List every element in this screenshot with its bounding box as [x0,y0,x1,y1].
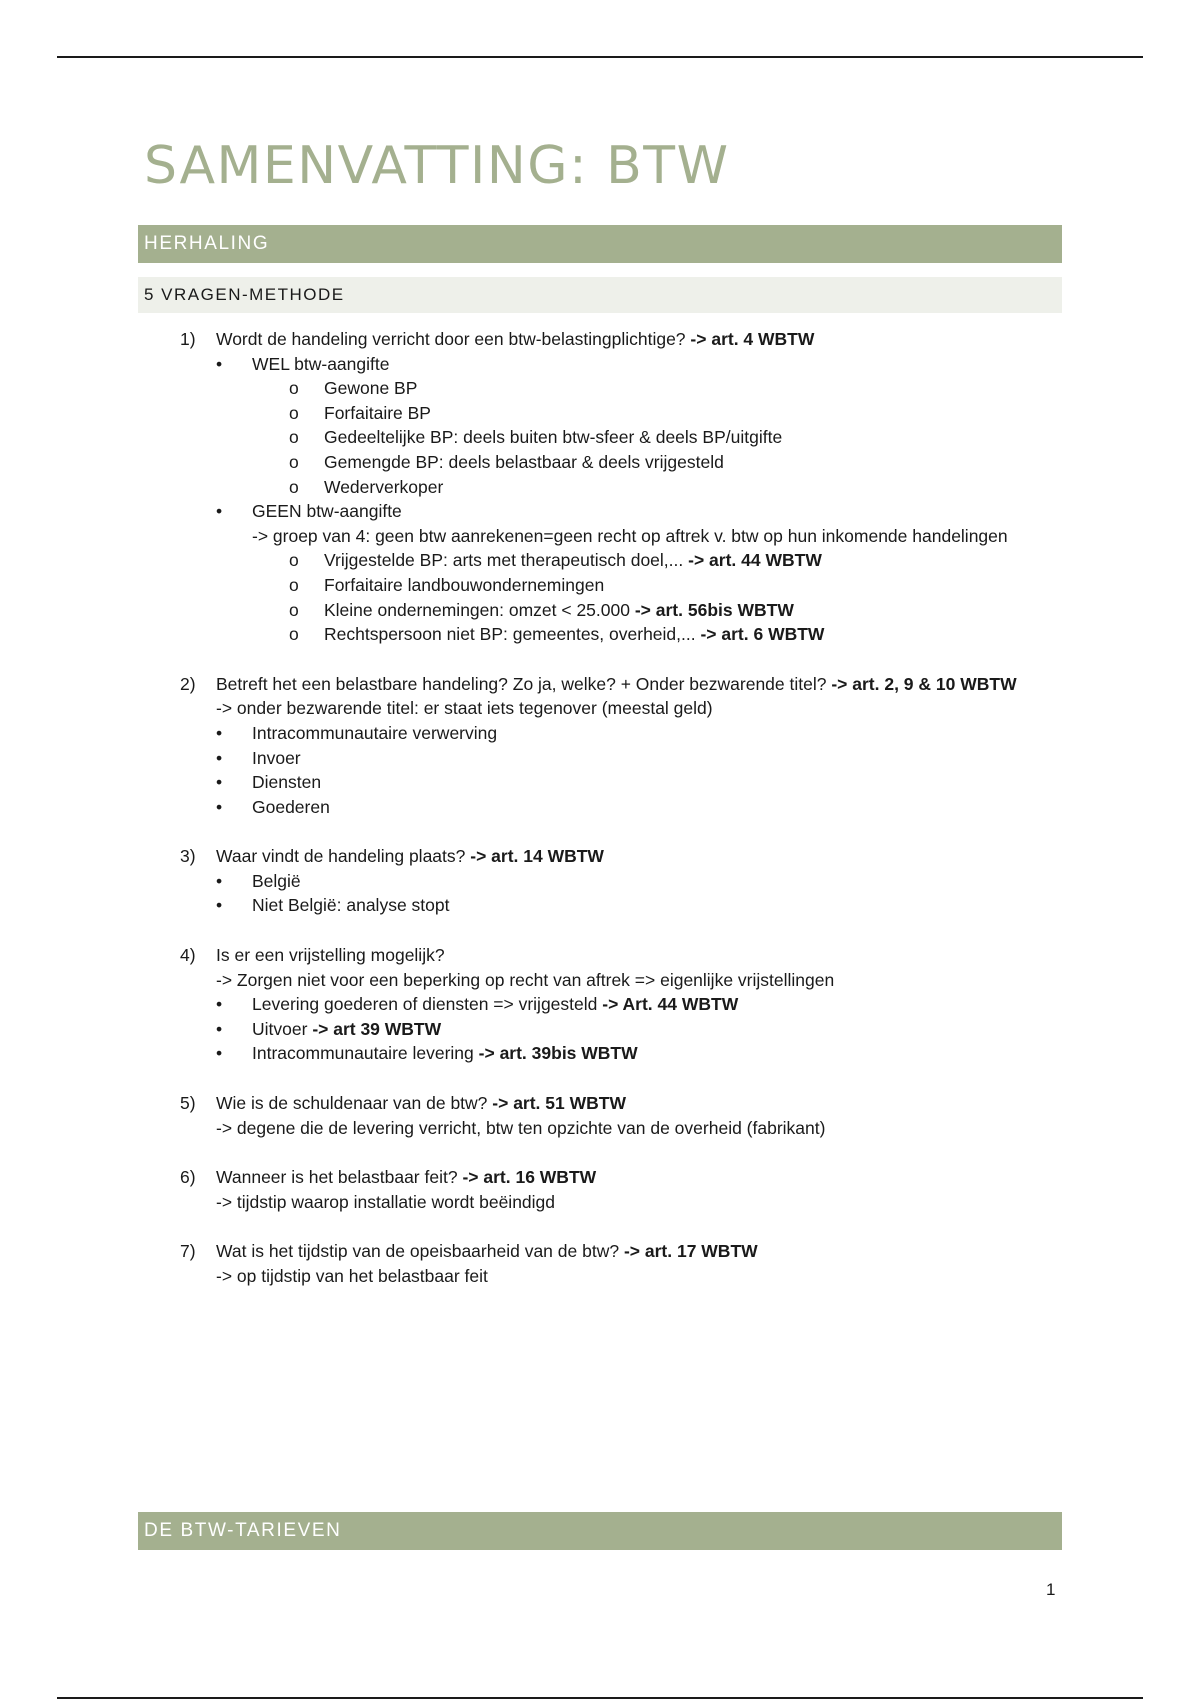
question-6 [0,1165,1200,1214]
question-5 [0,1091,1200,1140]
item-text: Goederen [252,796,330,817]
subsection-heading-vragen-methode: 5 VRAGEN-METHODE [138,277,1062,313]
note-text: -> tijdstip waarop installatie wordt beëindigd [216,1191,556,1212]
list-item [0,1041,1200,1066]
article-ref: -> art. 16 WBTW [462,1167,597,1188]
item-text: België [252,870,301,891]
bullet-icon: • [216,870,223,891]
question-number: 7) [180,1241,196,1262]
sub-bullet-icon: o [289,402,299,423]
list-item [0,598,1200,623]
list-item [0,499,1200,524]
item-text: Invoer [252,747,301,768]
question-text: Wordt de handeling verricht door een btw-belastingplichtige? [216,329,686,349]
sub-bullet-icon: o [289,427,299,448]
article-ref: -> art. 6 WBTW [700,624,825,645]
article-ref: -> art. 39bis WBTW [478,1043,638,1064]
list-item [0,746,1200,771]
list-item [0,992,1200,1017]
item-text: Intracommunautaire verwerving [252,722,498,743]
note-text: -> groep van 4: geen btw aanrekenen=geen recht op aftrek v. btw op hun inkomende handelingen [252,525,1008,546]
question-text: Wat is het tijdstip van de opeisbaarheid van de btw? [216,1241,620,1262]
note-text: -> onder bezwarende titel: er staat iets tegenover (meestal geld) [216,698,713,719]
bullet-icon: • [216,994,223,1015]
question-text: Wie is de schuldenaar van de btw? [216,1093,488,1114]
header-rule [57,56,1143,58]
sub-bullet-icon: o [289,550,299,571]
sub-bullet-icon: o [289,476,299,497]
question-text: Betreft het een belastbare handeling? Zo ja, welke? + Onder bezwarende titel? [216,673,827,694]
question-2 [0,672,1200,820]
list-item [0,401,1200,426]
item-text: Gemengde BP: deels belastbaar & deels vrijgesteld [324,451,724,472]
article-ref: -> art 39 WBTW [312,1018,442,1039]
article-ref: -> art. 4 WBTW [690,329,815,349]
sub-bullet-icon: o [289,574,299,595]
list-item [0,376,1200,401]
article-ref: -> art. 44 WBTW [688,550,822,571]
bullet-icon: • [216,1018,223,1039]
question-4 [0,943,1200,1066]
bullet-icon: • [216,722,223,743]
item-text: Diensten [252,772,322,793]
article-ref: -> art. 51 WBTW [492,1093,626,1114]
question-text: Waar vindt de handeling plaats? [216,846,466,867]
item-text: Kleine ondernemingen: omzet < 25.000 [324,599,630,620]
list-item [0,795,1200,820]
list-item [0,548,1200,573]
question-text: Wanneer is het belastbaar feit? [216,1167,458,1188]
footer-rule [57,1697,1143,1699]
question-number: 6) [180,1167,196,1188]
list-item [0,622,1200,647]
section-heading-btw-tarieven: DE BTW-TARIEVEN [138,1512,1062,1550]
question-text: Is er een vrijstelling mogelijk? [216,945,445,966]
question-number: 5) [180,1093,196,1114]
section-heading-herhaling: HERHALING [138,225,1062,263]
list-item [0,869,1200,894]
note-text: -> Zorgen niet voor een beperking op recht van aftrek => eigenlijke vrijstellingen [216,969,835,990]
question-number: 3) [180,846,196,867]
item-text: Forfaitaire landbouwondernemingen [324,574,605,595]
document-body [0,327,1200,1314]
item-text: Wederverkoper [324,476,444,497]
list-item [0,573,1200,598]
question-number: 1) [180,329,196,349]
question-number: 2) [180,673,196,694]
list-item [0,893,1200,918]
item-text: Vrijgestelde BP: arts met therapeutisch doel,... [324,550,684,571]
question-1 [0,327,1200,647]
list-item [0,721,1200,746]
question-number: 4) [180,945,196,966]
list-item [0,770,1200,795]
bullet-icon: • [216,1043,223,1064]
list-item [0,1017,1200,1042]
sub-bullet-icon: o [289,624,299,645]
item-text: Niet België: analyse stopt [252,895,450,916]
bullet-icon: • [216,353,223,374]
item-text: GEEN btw-aangifte [252,501,402,522]
list-item [0,450,1200,475]
item-text: Uitvoer [252,1018,308,1039]
note-text: -> op tijdstip van het belastbaar feit [216,1266,488,1286]
question-7 [0,1239,1200,1288]
article-ref: -> art. 2, 9 & 10 WBTW [831,673,1017,694]
list-item [0,475,1200,500]
sub-bullet-icon: o [289,451,299,472]
question-3 [0,844,1200,918]
sub-bullet-icon: o [289,599,299,620]
article-ref: -> art. 17 WBTW [623,1241,758,1262]
document-title: SAMENVATTING: BTW [144,136,730,196]
item-text: Gewone BP [324,378,418,399]
bullet-icon: • [216,796,223,817]
bullet-icon: • [216,747,223,768]
article-ref: -> Art. 44 WBTW [602,994,739,1015]
bullet-icon: • [216,772,223,793]
article-ref: -> art. 56bis WBTW [634,599,794,620]
article-ref: -> art. 14 WBTW [470,846,604,867]
item-text: WEL btw-aangifte [252,353,390,374]
note-text: -> degene die de levering verricht, btw ten opzichte van de overheid (fabrikant) [216,1117,826,1138]
item-text: Forfaitaire BP [324,402,431,423]
bullet-icon: • [216,895,223,916]
list-item [0,425,1200,450]
item-text: Intracommunautaire levering [252,1043,474,1064]
item-text: Levering goederen of diensten => vrijgesteld [252,994,598,1015]
page-number: 1 [1046,1580,1056,1599]
item-text: Gedeeltelijke BP: deels buiten btw-sfeer & deels BP/uitgifte [324,427,783,448]
bullet-icon: • [216,501,223,522]
list-item [0,352,1200,377]
item-text: Rechtspersoon niet BP: gemeentes, overheid,... [324,624,696,645]
sub-bullet-icon: o [289,378,299,399]
